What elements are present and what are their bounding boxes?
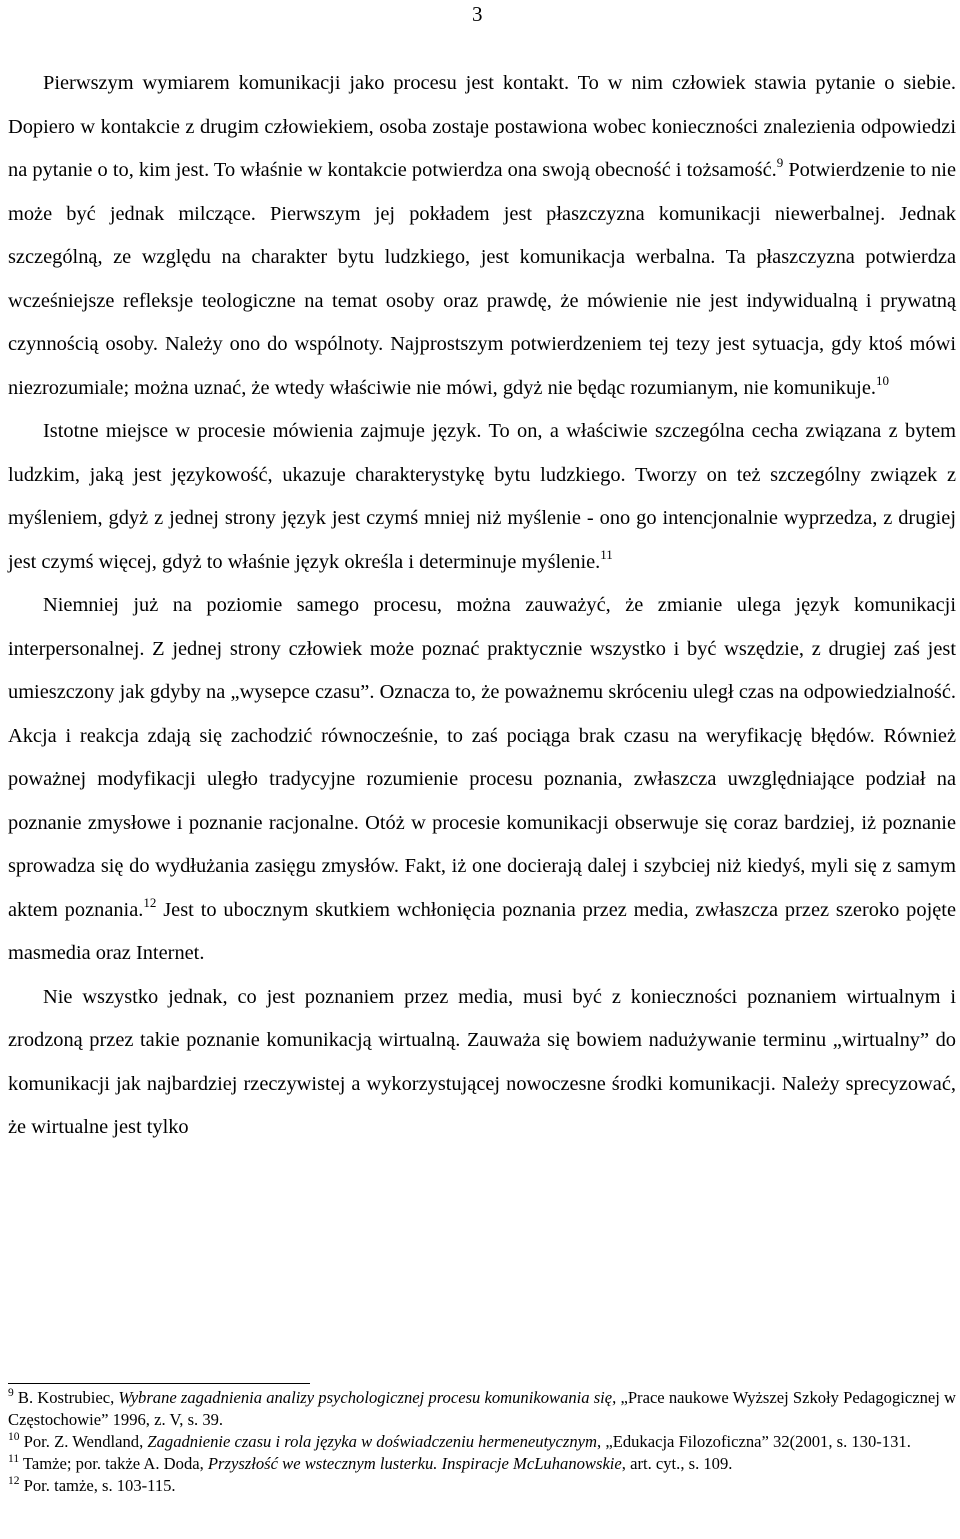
footnote-title: Wybrane zagadnienia analizy psychologicznej procesu komunikowania się (118, 1388, 613, 1407)
footnote-reference: 10 (876, 372, 889, 388)
footnote-text: Tamże; por. także A. Doda, (19, 1454, 208, 1473)
paragraph-text: Niemniej już na poziomie samego procesu, można zauważyć, że zmianie ulega język komunikacji interpersonalnej. Z jednej strony człowiek może poznać praktycznie wszystko i być wszędzie, z drugiej zaś jest umieszczony jak gdyby na „wysepce czasu”. Oznacza to, że poważnemu skróceniu uległ czas na odpowiedzialność. Akcja i reakcja zdają się zachodzić równocześnie, to zaś pociąga brak czasu na weryfikację błędów. Również poważnej modyfikacji uległo tradycyjne rozumienie procesu poznania, zwłaszcza uwzględniające podział na poznanie zmysłowe i poznanie racjonalne. Otóż w procesie komunikacji obserwuje się coraz bardziej, iż poznanie sprowadza się do wydłużania zasięgu zmysłów. Fakt, iż one docierają dalej i szybciej niż kiedyś, myli się z samym aktem poznania. (8, 594, 956, 921)
footnote-reference: 11 (600, 546, 613, 562)
paragraph-text: Jest to ubocznym skutkiem wchłonięcia poznania przez media, zwłaszcza przez szeroko pojęte masmedia oraz Internet. (8, 898, 956, 964)
paragraph-3 (8, 584, 956, 976)
paragraph-4 (8, 976, 956, 1150)
footnote-text: Por. Z. Wendland, (19, 1432, 148, 1451)
footnote-12 (8, 1475, 956, 1497)
footnote-10 (8, 1431, 956, 1453)
footnote-text: , art. cyt., s. 109. (621, 1454, 733, 1473)
paragraph-text: Nie wszystko jednak, co jest poznaniem przez media, musi być z konieczności poznaniem wirtualnym i zrodzoną przez takie poznanie komunikacją wirtualną. Zauważa się bowiem nadużywanie terminu „wirtualny” do komunikacji jak najbardziej rzeczywistej a wykorzystującej nowoczesne środki komunikacji. Należy sprecyzować, że wirtualne jest tylko (8, 985, 956, 1138)
paragraph-text: Pierwszym wymiarem komunikacji jako procesu jest kontakt. To w nim człowiek stawia pytanie o siebie. Dopiero w kontakcie z drugim człowiekiem, osoba zostaje postawiona wobec konieczności znalezienia odpowiedzi na pytanie o to, kim jest. To właśnie w kontakcie potwierdza ona swoją obecność i tożsamość. (8, 72, 956, 181)
paragraph-1 (8, 62, 956, 410)
footnote-title: Przyszłość we wstecznym lusterku. Inspiracje McLuhanowskie (207, 1454, 622, 1473)
paragraph-2 (8, 410, 956, 584)
footnote-text: , „Prace naukowe Wyższej Szkoły Pedagogicznej w Częstochowie” 1996, z. V, s. 39. (8, 1388, 956, 1429)
footnote-text: B. Kostrubiec, (13, 1388, 119, 1407)
footnote-11 (8, 1453, 956, 1475)
footnote-number: 12 (8, 1475, 20, 1487)
footnote-reference: 12 (143, 894, 157, 910)
footnote-9 (8, 1387, 956, 1431)
footnote-number: 9 (8, 1387, 14, 1399)
paragraph-text: Istotne miejsce w procesie mówienia zajmuje język. To on, a właściwie szczególna cecha związana z bytem ludzkim, jaką jest językowość, ukazuje charakterystykę bytu ludzkiego. Tworzy on też szczególny związek z myśleniem, gdyż z jednej strony język jest czymś mniej niż myślenie - ono go intencjonalnie wyprzedza, z drugiej jest czymś więcej, gdyż to właśnie język określa i determinuje myślenie. (8, 420, 956, 573)
page-number: 3 (472, 2, 483, 26)
main-text (8, 62, 956, 1150)
paragraph-text: Potwierdzenie to nie może być jednak milczące. Pierwszym jej pokładem jest płaszczyzna komunikacji niewerbalnej. Jednak szczególną, ze względu na charakter bytu ludzkiego, jest komunikacja werbalna. Ta płaszczyzna potwierdza wcześniejsze refleksje teologiczne na temat osoby oraz prawdę, że mówienie nie jest indywidualną i prywatną czynnością osoby. Należy ono do wspólnoty. Najprostszym potwierdzeniem tej tezy jest sytuacja, gdy ktoś mówi niezrozumiale; można uznać, że wtedy właściwie nie mówi, gdyż nie będąc rozumianym, nie komunikuje. (8, 159, 957, 399)
footnote-number: 10 (8, 1431, 20, 1443)
footnotes (8, 1387, 956, 1497)
footnote-text: Por. tamże, s. 103-115. (19, 1476, 176, 1495)
footnote-title: Zagadnienie czasu i rola języka w doświadczeniu hermeneutycznym (147, 1432, 598, 1451)
footnote-text: , „Edukacja Filozoficzna” 32(2001, s. 130-131. (597, 1432, 911, 1451)
footnote-number: 11 (8, 1453, 20, 1465)
footnote-reference: 9 (776, 155, 784, 170)
footnote-separator (8, 1383, 310, 1384)
